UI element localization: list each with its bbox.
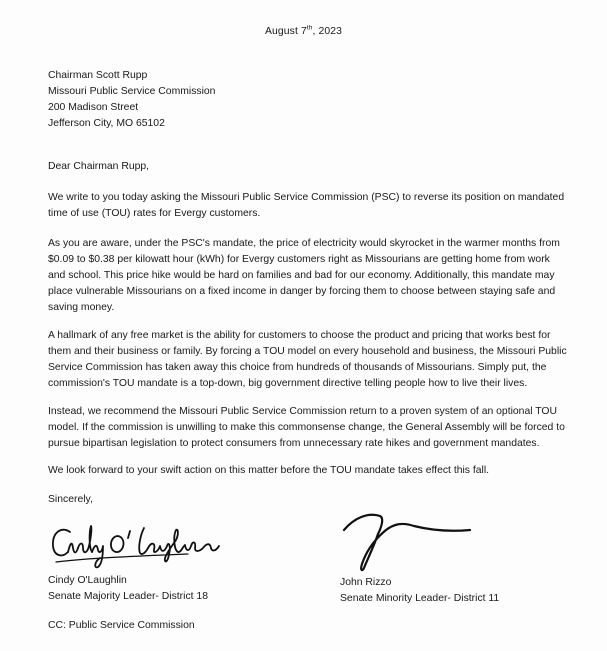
date-year: , 2023 [312,26,342,37]
body-paragraph-3: A hallmark of any free market is the ability for customers to choose the product and pricing that works best for them and their business or family. By forcing a TOU model on every household and business, the Missouri Public Service Commission has taken away this choice from hundreds of thousands of Missourians. Simply put, the commission's TOU mandate is a top-down, big government directive telling people how to live their lives. [48,330,567,389]
body-paragraph-4: Instead, we recommend the Missouri Public Service Commission return to a proven system of an optional TOU model. If the commission is unwilling to make this commonsense change, the General Assembly will be forced to pursue bipartisan legislation to protect consumers from unnecessary rate hikes and government mandates. [48,406,565,449]
date-main: August 7 [265,26,307,37]
salutation: Dear Chairman Rupp, [48,161,150,172]
recipient-address [48,68,215,132]
recipient-name: Chairman Scott Rupp [48,70,148,81]
signer-name: John Rizzo [340,577,392,588]
body-paragraph-1: We write to you today asking the Missouri Public Service Commission (PSC) to reverse its position on mandated time of use (TOU) rates for Evergy customers. [48,192,565,219]
signer-block-left [48,573,208,605]
signature-john-rizzo [340,504,480,576]
date-suffix: th [306,24,313,32]
signer-name: Cindy O'Laughlin [48,575,127,586]
recipient-street: 200 Madison Street [48,102,139,113]
body-paragraph-5: We look forward to your swift action on this matter before the TOU mandate takes effect this fall. [48,465,490,476]
signature-cindy-olaughlin [48,518,228,570]
letter-date [0,24,607,40]
signer-block-right [340,575,499,607]
recipient-organization: Missouri Public Service Commission [48,86,216,97]
signer-title: Senate Minority Leader- District 11 [340,593,500,604]
closing: Sincerely, [48,494,93,505]
recipient-city: Jefferson City, MO 65102 [48,118,165,129]
signer-title: Senate Majority Leader- District 18 [48,591,208,602]
cc-line: CC: Public Service Commission [48,620,195,631]
body-paragraph-2: As you are aware, under the PSC's mandate, the price of electricity would skyrocket in the warmer months from $0.09 to $0.38 per kilowatt hour (kWh) for Evergy customers right as Missourians are getting home from work and school. This price hike would be hard on families and bad for our economy. Additionally, this mandate may place vulnerable Missourians on a fixed income in danger by forcing them to choose between staying safe and saving money. [48,238,560,313]
